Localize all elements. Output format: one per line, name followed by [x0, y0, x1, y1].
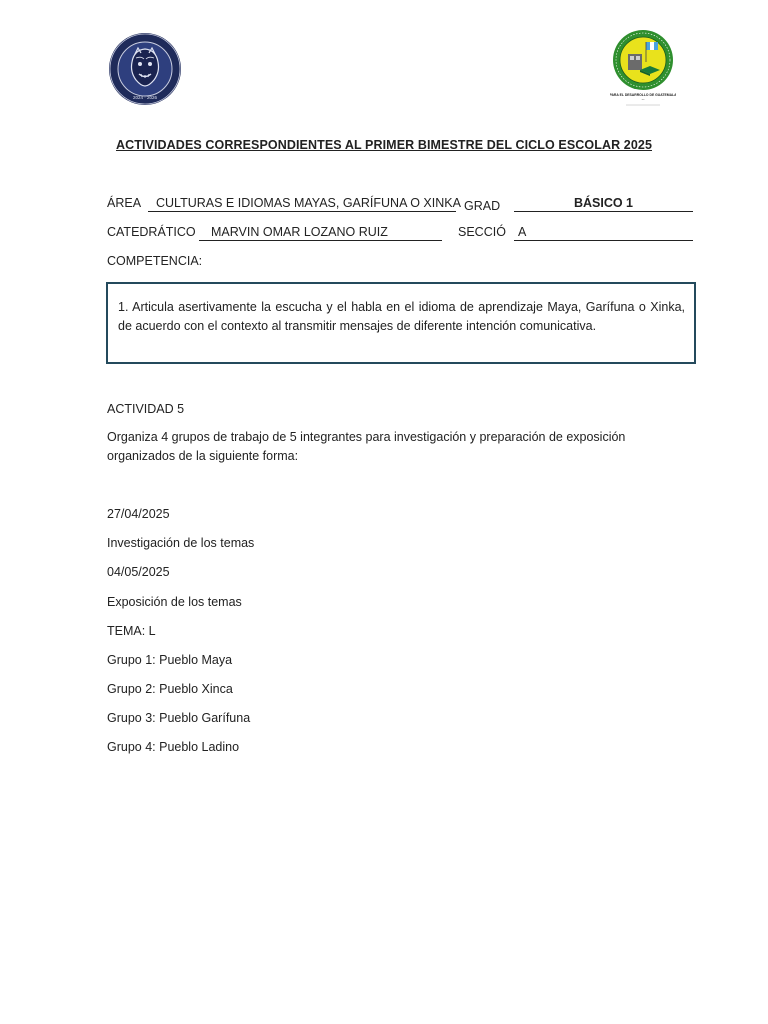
seccion-value [514, 225, 693, 241]
investigacion-text: Investigación de los temas [107, 536, 255, 550]
catedratico-value [199, 225, 442, 241]
date-exposicion: 04/05/2025 [107, 565, 170, 579]
area-value [148, 196, 461, 212]
group-item: Grupo 1: Pueblo Maya [107, 653, 233, 667]
grado-value [514, 196, 693, 212]
activity-heading: ACTIVIDAD 5 [107, 402, 185, 416]
grado-label: GRAD [464, 199, 501, 213]
competencia-label: COMPETENCIA: [107, 254, 203, 268]
school-seal-logo [108, 32, 182, 106]
institute-emblem-icon [610, 28, 676, 108]
catedratico-label: CATEDRÁTICO [107, 225, 196, 239]
activity-intro: Organiza 4 grupos de trabajo de 5 integrantes para investigación y preparación de exposición organizados de la siguiente forma: [107, 430, 626, 463]
svg-text:...: ... [641, 97, 645, 101]
competencia-box [106, 282, 696, 364]
exposicion-text: Exposición de los temas [107, 595, 242, 609]
group-item: Grupo 3: Pueblo Garífuna [107, 711, 251, 725]
svg-text:2024 · 2026: 2024 · 2026 [132, 95, 158, 100]
document-title: ACTIVIDADES CORRESPONDIENTES AL PRIMER BIMESTRE DEL CICLO ESCOLAR 2025 [115, 138, 652, 152]
group-item: Grupo 4: Pueblo Ladino [107, 740, 240, 754]
svg-text:PARA EL DESARROLLO DE GUATEMAL: PARA EL DESARROLLO DE GUATEMALA [610, 93, 676, 97]
tema-line: TEMA: L [107, 624, 156, 638]
seccion-value-text: A [518, 225, 527, 239]
institute-emblem-logo [610, 28, 676, 108]
catedratico-value-text: MARVIN OMAR LOZANO RUIZ [211, 225, 388, 239]
group-item: Grupo 2: Pueblo Xinca [107, 682, 233, 696]
competencia-text: 1. Articula asertivamente la escucha y el habla en el idioma de aprendizaje Maya, Garífuna o Xinka, de acuerdo con el contexto al transmitir mensajes de diferente intención comunicativa. [118, 300, 685, 333]
area-label: ÁREA [107, 196, 142, 210]
school-seal-jaguar-icon [108, 32, 182, 106]
date-investigacion: 27/04/2025 [107, 507, 170, 521]
seccion-label: SECCIÓ [458, 225, 506, 239]
grado-value-text: BÁSICO 1 [573, 196, 634, 210]
area-value-text: CULTURAS E IDIOMAS MAYAS, GARÍFUNA O XINKA [156, 196, 461, 210]
